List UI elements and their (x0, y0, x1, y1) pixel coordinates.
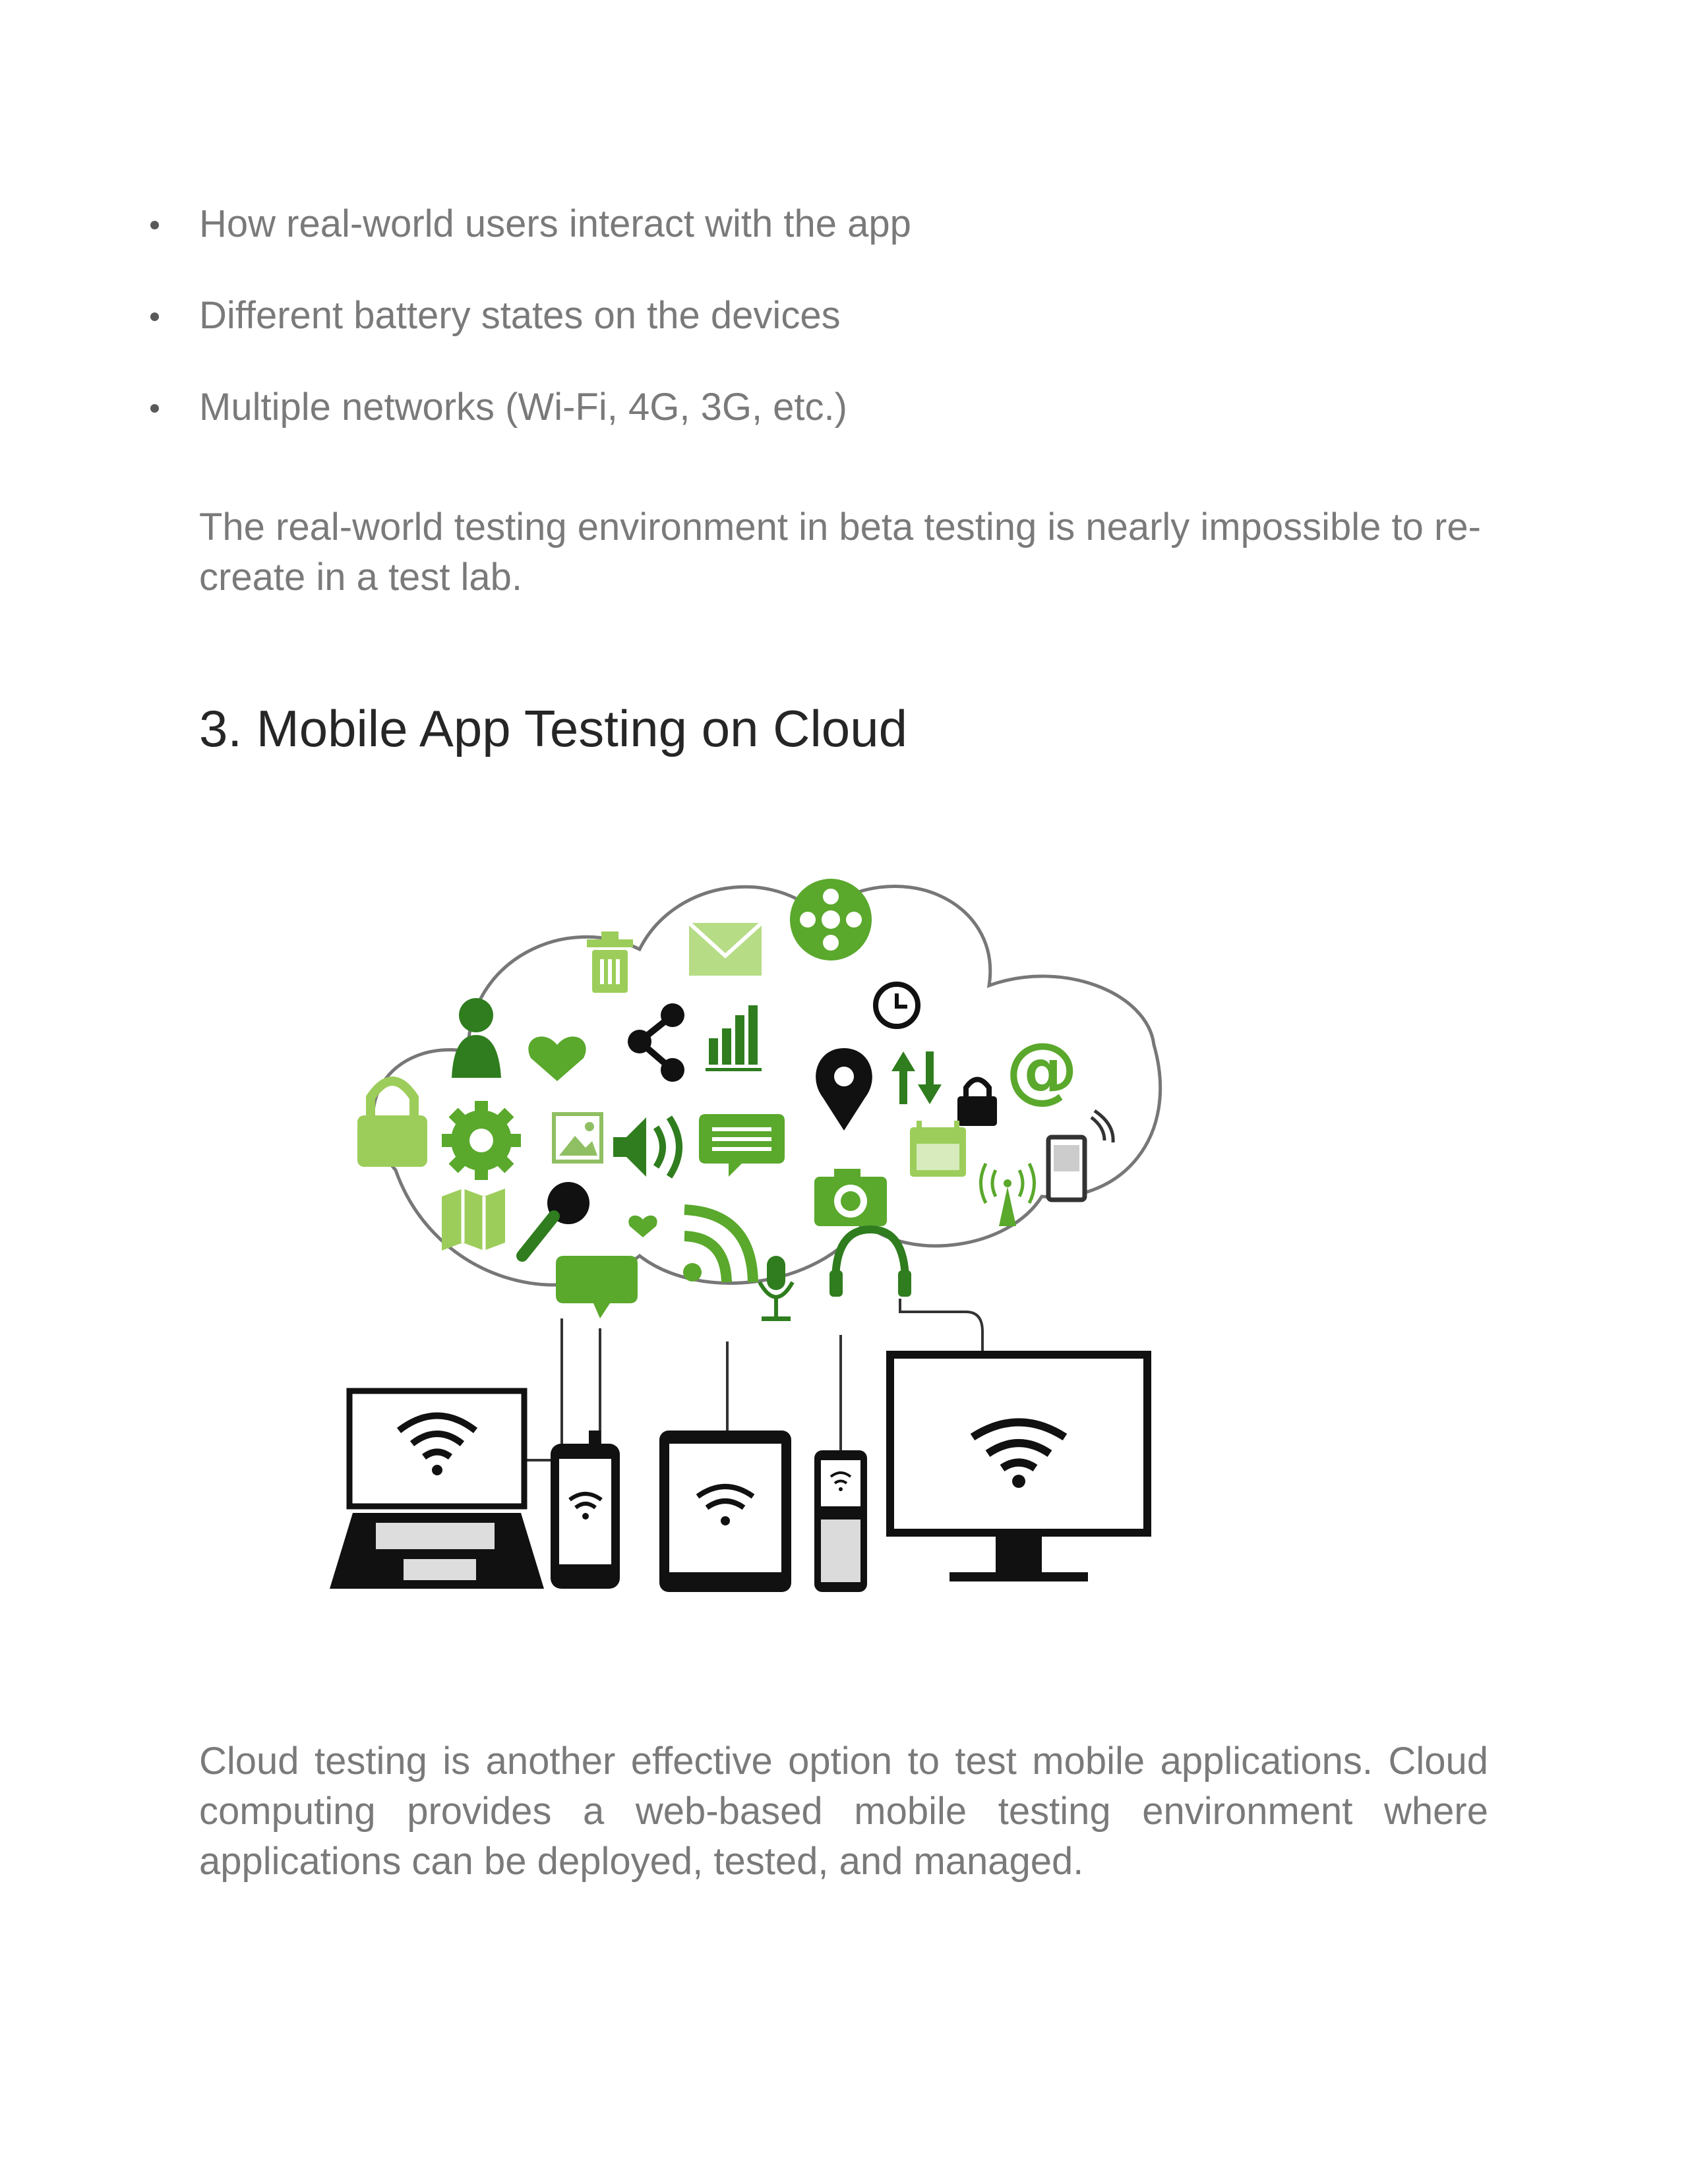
map-icon (442, 1189, 505, 1251)
mail-icon (689, 923, 762, 976)
list-item (150, 283, 1535, 374)
monitor-device (890, 1355, 1147, 1581)
svg-text:@: @ (1006, 1027, 1078, 1111)
clock-icon (876, 984, 918, 1026)
bullet-dot (150, 404, 159, 413)
list-item (150, 374, 1535, 466)
bullet-dot (150, 312, 159, 321)
intro-paragraph: The real-world testing environment in beta testing is nearly impossible to re-create in a test lab. (199, 506, 1481, 599)
section-heading: 3. Mobile App Testing on Cloud (199, 699, 907, 757)
image-icon (554, 1114, 601, 1162)
bullet-text: How real-world users interact with the app (199, 202, 911, 245)
at-sign-icon (1006, 1027, 1078, 1111)
gear-icon (442, 1101, 521, 1180)
tablet-device (659, 1431, 791, 1592)
film-reel-icon (790, 879, 872, 960)
speech-bubble-icon (556, 1256, 638, 1318)
headphones-icon (829, 1229, 911, 1297)
bullet-list (150, 191, 1535, 466)
bullet-dot (150, 221, 159, 229)
closing-paragraph: Cloud testing is another effective option to test mobile applications. Cloud computing provides a web-based mobile testing environment where applications can be deployed, tested, and managed. (199, 1740, 1488, 1883)
cloud-devices-illustration (316, 827, 1187, 1618)
laptop-device (330, 1391, 544, 1589)
calendar-icon (910, 1121, 966, 1177)
feature-phone-device (814, 1450, 867, 1592)
bullet-text: Multiple networks (Wi-Fi, 4G, 3G, etc.) (199, 386, 847, 428)
trash-icon (587, 931, 633, 993)
smartphone-device (551, 1431, 620, 1589)
bullet-text: Different battery states on the devices (199, 294, 841, 337)
list-item (150, 191, 1535, 283)
camera-icon (814, 1169, 887, 1226)
